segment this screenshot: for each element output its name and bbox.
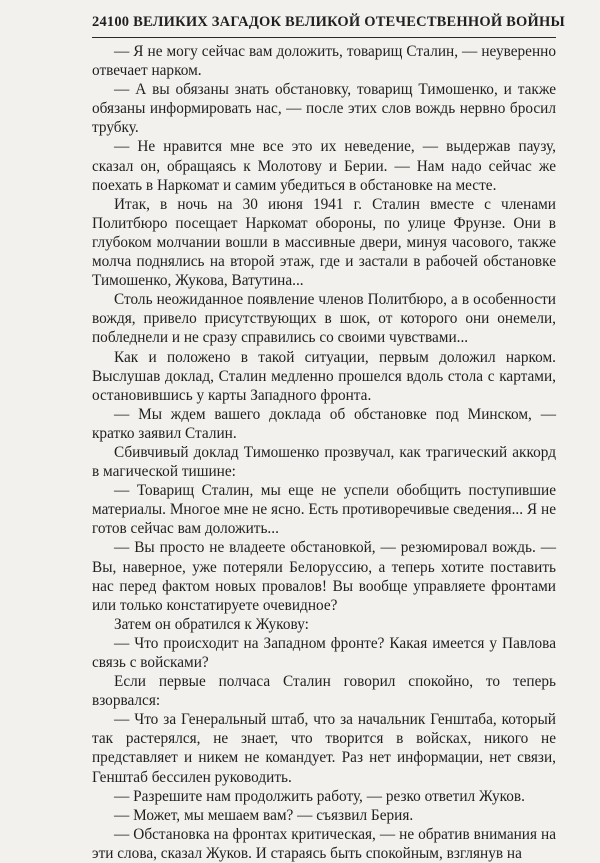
header-rule [92,37,556,38]
paragraph: — Я не могу сейчас вам доложить, товарищ Сталин, — неуверенно отвечает нарком. [92,43,556,80]
paragraph: — Мы ждем вашего доклада об обстановке под Минском, — кратко заявил Сталин. [92,405,556,442]
paragraph: — Обстановка на фронтах критическая, — не обратив внимания на эти слова, сказал Жуков. И стараясь быть спокойным, взглянув на [92,825,556,862]
paragraph: — Вы просто не владеете обстановкой, — резюмировал вождь. — Вы, наверное, уже потеряли Белоруссию, а теперь хотите поставить нас перед фактом новых провалов! Вы вообще управляете фронтами или только констатируете очевидное? [92,539,556,614]
paragraph: Сбивчивый доклад Тимошенко прозвучал, как трагический аккорд в магической тишине: [92,443,556,481]
paragraph: — Товарищ Сталин, мы еще не успели обобщить поступившие материалы. Многое мне не ясно. Есть противоречивые сведения... Я не готов сейчас вам доложить... [92,482,556,538]
paragraph: — Не нравится мне все это их неведение, — выдержав паузу, сказал он, обращаясь к Молотову и Берии. — Нам надо сейчас же поехать в Наркомат и самим убедиться в обстановке на месте. [92,138,556,194]
paragraph: — Что происходит на Западном фронте? Какая имеется у Павлова связь с войсками? [92,634,556,671]
paragraph: Затем он обратился к Жукову: [114,615,309,633]
paragraph: — Что за Генеральный штаб, что за начальник Генштаба, который так растерялся, не знает, что творится в войсках, никого не представляет и никем не командует. Раз нет информации, нет связи, Генштаб бессилен руководить. [92,711,556,786]
paragraph: — Разрешите нам продолжить работу, — резко ответил Жуков. [114,787,525,805]
body-text [92,42,556,863]
paragraph: — Может, мы мешаем вам? — съязвил Берия. [114,806,414,824]
paragraph: Если первые полчаса Сталин говорил спокойно, то теперь взорвался: [92,673,556,710]
paragraph: Столь неожиданное появление членов Политбюро, а в особенности вождя, привело присутствующих в шок, от которого они онемели, побледнели и не сразу справились со своими чувствами... [92,291,556,347]
paragraph: Как и положено в такой ситуации, первым доложил нарком. Выслушав доклад, Сталин медленно прошелся вдоль стола с картами, остановившись у карты Западного фронта. [92,348,556,404]
page-number: 24 [92,14,107,30]
paragraph: — А вы обязаны знать обстановку, товарищ Тимошенко, и также обязаны информировать нас, — после этих слов вождь нервно бросил трубку. [92,81,556,137]
paragraph: Итак, в ночь на 30 июня 1941 г. Сталин вместе с членами Политбюро посещает Наркомат обороны, по улице Фрунзе. Они в глубоком молчании вошли в массивные двери, минуя часового, также молча поднялись на второй этаж, где и застали в рабочей обстановке Тимошенко, Жукова, Ватутина... [92,195,556,290]
running-title: 100 ВЕЛИКИХ ЗАГАДОК ВЕЛИКОЙ ОТЕЧЕСТВЕННОЙ ВОЙНЫ [106,14,565,30]
running-header [92,14,565,34]
